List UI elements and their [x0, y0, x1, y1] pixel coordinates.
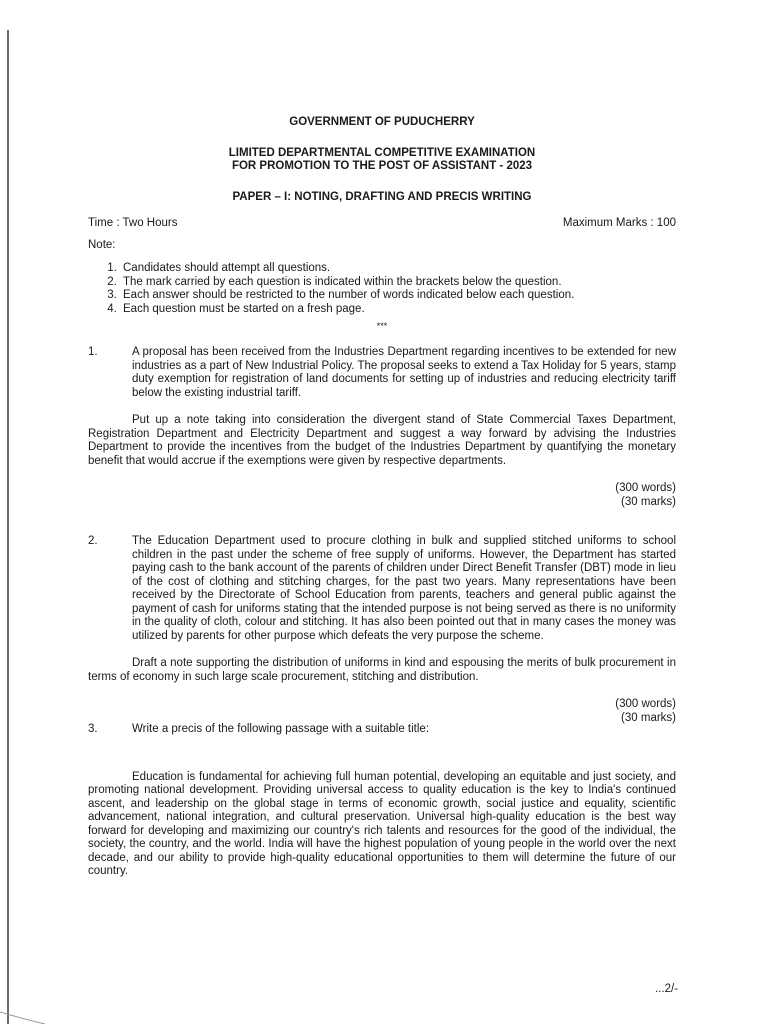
marks-allotted: (30 marks): [621, 711, 676, 724]
word-limit: (300 words): [615, 482, 676, 494]
paper-heading: PAPER – I: NOTING, DRAFTING AND PRECIS WRITING: [232, 190, 532, 203]
exam-heading-line-2: FOR PROMOTION TO THE POST OF ASSISTANT - 2023: [231, 160, 533, 172]
scan-artifact: [0, 1008, 60, 1024]
exam-heading-line-1: LIMITED DEPARTMENTAL COMPETITIVE EXAMINATION: [228, 146, 536, 159]
time-allowed: Time : Two Hours: [88, 217, 178, 229]
question-1: [88, 346, 676, 509]
note-list: [88, 262, 676, 316]
note-item: 1. Candidates should attempt all questions.: [120, 262, 676, 276]
note-item: 4. Each question must be started on a fresh page.: [120, 303, 676, 317]
note-item: 2. The mark carried by each question is indicated within the brackets below the question.: [120, 276, 676, 290]
scan-margin-line: [7, 30, 9, 1024]
question-2-text: [88, 535, 676, 643]
question-number: 3.: [88, 723, 98, 735]
question-3-text: [88, 723, 676, 737]
note-item: 3. Each answer should be restricted to the number of words indicated below each question.: [120, 289, 676, 303]
page-continuation: ...2/-: [654, 983, 678, 995]
note-label: Note:: [88, 239, 116, 251]
time-marks-row: [88, 216, 676, 230]
question-paragraph: The Education Department used to procure clothing in bulk and supplied stitched uniforms to school children in the past under the scheme of free supply of uniforms. However, the Department has started paying cash to the bank account of the parents of children under Direct Benefit Transfer (DBT) mode in lieu of the cost of clothing and stitching charges, for the past two years. Many representations have been received by the Directorate of School Education from parents, teachers and general public against the payment of cash for uniforms stating that the intended purpose is not being served as there is no uniformity in the quality of cloth, colour and stitching. It has also been pointed out that in many cases the money was utilized by parents for other purpose which defeats the very purpose the scheme.: [132, 535, 676, 642]
question-1-text: [88, 346, 676, 400]
government-heading: GOVERNMENT OF PUDUCHERRY: [289, 116, 475, 128]
section-separator: ***: [376, 321, 388, 331]
document-body: [88, 116, 676, 879]
question-paragraph: Write a precis of the following passage with a suitable title:: [132, 723, 430, 735]
question-number: 1.: [88, 346, 98, 358]
question-paragraph: A proposal has been received from the Industries Department regarding incentives to be extended for new industries as a part of New Industrial Policy. The proposal seeks to extend a Tax Holiday for 5 years, stamp duty exemption for registration of land documents for setting up of industries and reducing electricity tariff below the existing industrial tariff.: [132, 346, 676, 399]
word-limit: (300 words): [615, 698, 676, 710]
precis-passage: Education is fundamental for achieving full human potential, developing an equitable and just society, and promoting national development. Providing universal access to quality education is the key to India's continued ascent, and leadership on the global stage in terms of economic growth, social justice and equality, scientific advancement, national integration, and cultural preservation. Universal high-quality education is the best way forward for developing and maximizing our country's rich talents and resources for the good of the individual, the society, the country, and the world. India will have the highest population of young people in the world over the next decade, and our ability to provide high-quality educational opportunities to them will determine the future of our country.: [88, 770, 676, 877]
question-3: [88, 723, 676, 879]
question-2: [88, 535, 676, 725]
maximum-marks: Maximum Marks : 100: [562, 217, 676, 229]
question-instruction: Draft a note supporting the distribution of uniforms in kind and espousing the merits of bulk procurement in terms of economy in such large scale procurement, stitching and distribution.: [88, 657, 676, 683]
question-number: 2.: [88, 535, 98, 547]
question-instruction: Put up a note taking into consideration the divergent stand of State Commercial Taxes Department, Registration Department and Electricity Department and suggest a way forward by advising the Industries Department to provide the incentives from the budget of the Industries Department by quantifying the monetary benefit that would accrue if the exemptions were given by respective departments.: [88, 414, 676, 467]
marks-allotted: (30 marks): [621, 495, 676, 508]
exam-heading: [88, 147, 676, 174]
